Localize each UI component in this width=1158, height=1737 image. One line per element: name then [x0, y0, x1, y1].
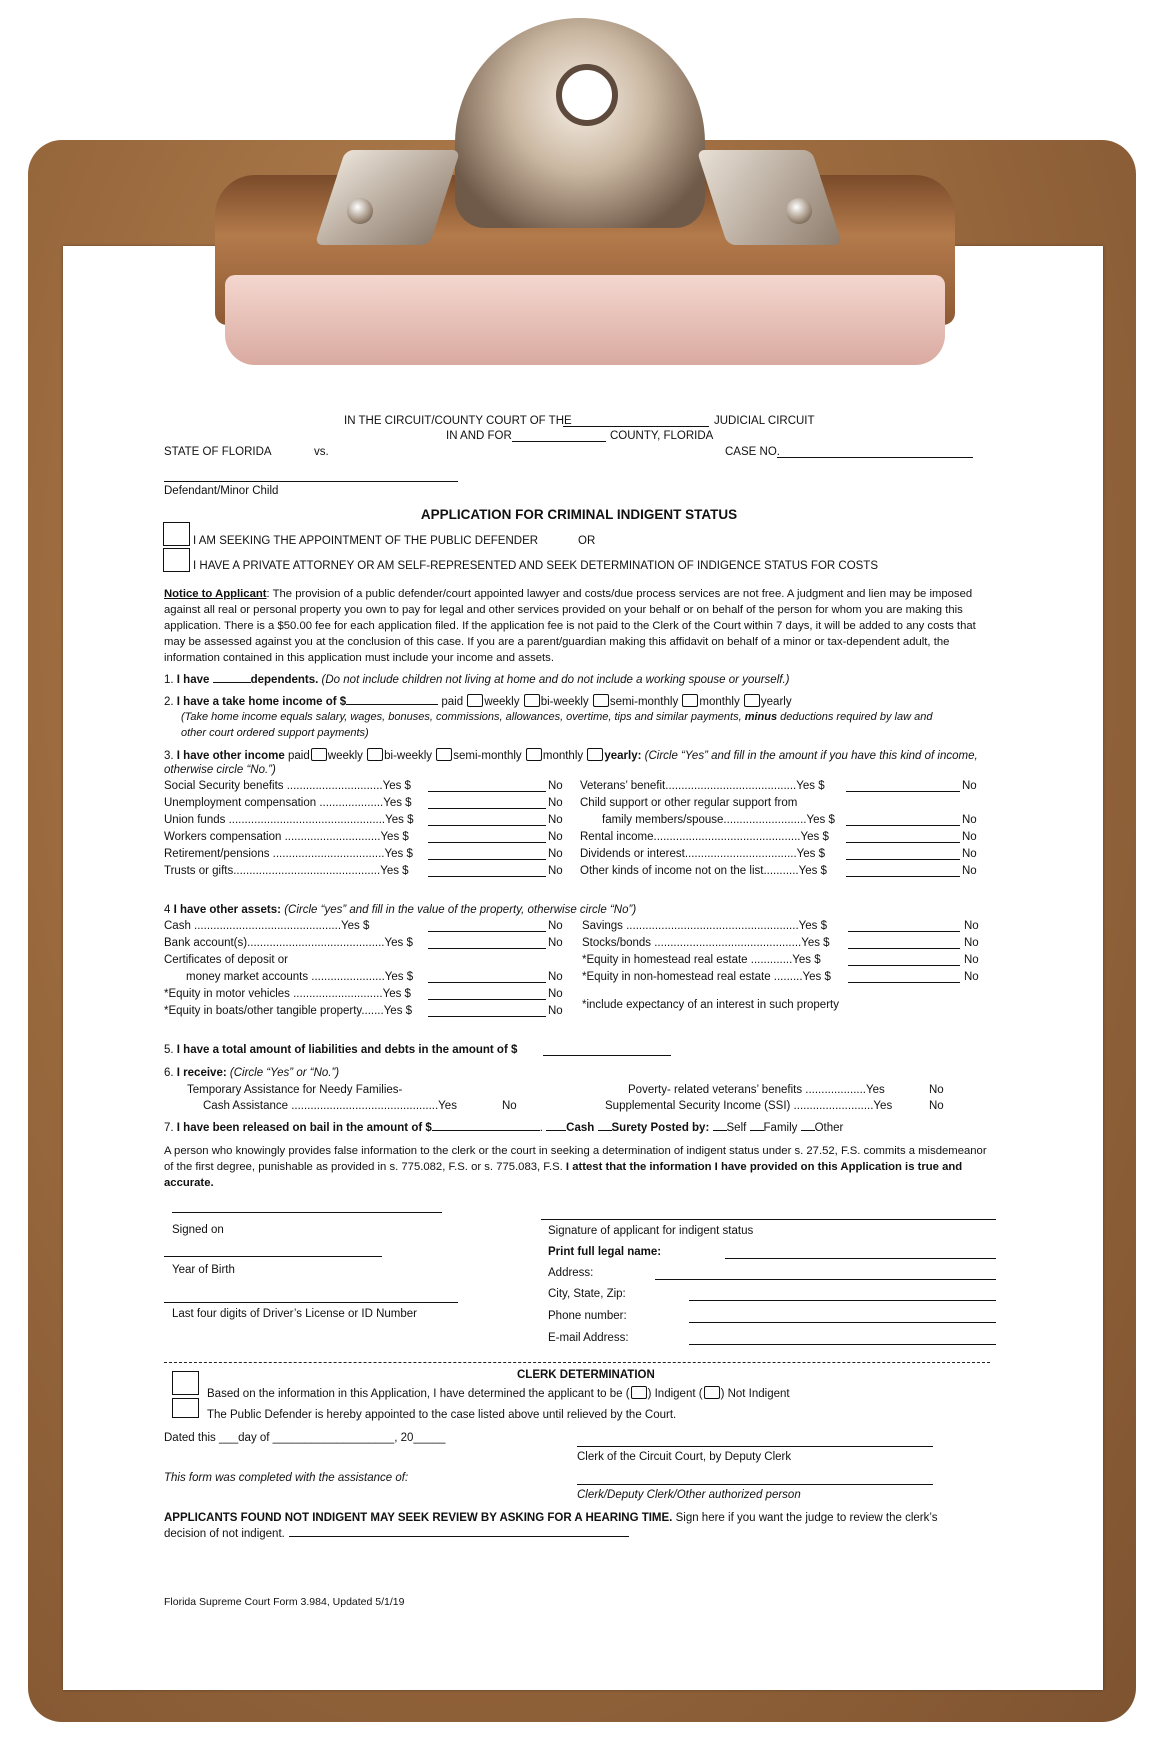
circuit-field[interactable]	[563, 426, 709, 427]
clerk-determination-checkbox[interactable]	[172, 1371, 199, 1395]
q4-right-amount-field-0[interactable]	[848, 931, 960, 932]
liabilities-field[interactable]	[543, 1055, 671, 1056]
q1-lead: I have	[176, 674, 210, 686]
q4-lead: I have other assets:	[173, 904, 281, 916]
q3-biweekly-label: bi-weekly	[384, 750, 433, 762]
address-field[interactable]	[655, 1279, 996, 1280]
q4-right-label-0: Savings ......................................................Yes $	[582, 920, 827, 932]
q6-row	[164, 1066, 339, 1080]
q7-other-label: Other	[814, 1122, 844, 1134]
q6-note: (Circle “Yes” or “No.”)	[229, 1067, 340, 1079]
signed-on-label: Signed on	[172, 1224, 224, 1236]
q3-right-amount-field-2[interactable]	[846, 825, 960, 826]
q6-number: 6.	[164, 1067, 174, 1079]
q3-left-amount-field-1[interactable]	[428, 808, 546, 809]
year-of-birth-line[interactable]	[164, 1256, 382, 1257]
q2-weekly-checkbox[interactable]	[467, 694, 483, 707]
q3-left-label-5: Trusts or gifts..............................................Yes $	[164, 865, 409, 877]
deputy-signature-line[interactable]	[577, 1484, 933, 1485]
q1-note: (Do not include children not living at home and do not include a working spouse or yourself.)	[321, 674, 790, 686]
address-label: Address:	[548, 1267, 594, 1279]
cash-field[interactable]	[546, 1130, 566, 1131]
q7-family-label: Family	[763, 1122, 798, 1134]
notice-text: : The provision of a public defender/court appointed lawyer and costs/due process services are not free. A judgment and lien may be imposed against all real or personal property you own to pay for legal and other services provided on your behalf or on behalf of the person for whom you are making this application. There is a $50.00 fee for each application filed. If the application fee is not paid to the Clerk of the Court within 7 days, it will be added to any costs that may be assessed against you at the conclusion of this case. If you are a parent/guardian making this affidavit on behalf of a minor or tax-dependent adult, the information contained in this application must include your income and assets.	[164, 588, 976, 664]
q3-weekly-checkbox[interactable]	[311, 748, 327, 761]
q6-lead: I receive:	[176, 1067, 227, 1079]
q3-right-label-4: Dividends or interest...................................Yes $	[580, 848, 826, 860]
q3-left-amount-field-5[interactable]	[428, 876, 546, 877]
public-defender-appointed-checkbox[interactable]	[172, 1398, 199, 1418]
q2-note-b: deductions required by law and	[780, 711, 933, 723]
q4-right-label-1: Stocks/bonds ..............................................Yes $	[582, 937, 830, 949]
attest-text: A person who knowingly provides false information to the clerk or the court in seeking a determination of indigent status under s. 27.52, F.S. commits a misdemeanor of the first degree, punishable as provided in s. 775.082, F.S. or s. 775.083, F.S.	[164, 1145, 987, 1173]
bail-amount-field[interactable]	[432, 1130, 540, 1131]
review-text-b: decision of not indigent.	[164, 1528, 285, 1540]
separator	[164, 1362, 990, 1363]
vs-label: vs.	[314, 446, 329, 458]
q3-right-amount-field-5[interactable]	[846, 876, 960, 877]
q2-note-a-text: (Take home income equals salary, wages, bonuses, commissions, allowances, overtime, tips and similar payments,	[181, 711, 742, 723]
q2-paid: paid	[441, 696, 464, 708]
q3-left-label-2: Union funds .................................................Yes $	[164, 814, 414, 826]
q4-left-amount-field-5[interactable]	[428, 1016, 546, 1017]
q3-right-label-3: Rental income..............................................Yes $	[580, 831, 829, 843]
q4-number: 4	[164, 904, 171, 916]
clerk-line-a: Based on the information in this Application, I have determined the applicant to be ( ) Indigent ( ) Not Indigent	[207, 1388, 790, 1400]
phone-label: Phone number:	[548, 1310, 627, 1322]
q1-number: 1.	[164, 674, 174, 686]
court-line: IN THE CIRCUIT/COUNTY COURT OF THE	[344, 415, 572, 427]
city-label: City, State, Zip:	[548, 1288, 626, 1300]
applicant-signature-line[interactable]	[541, 1219, 996, 1220]
q4-right-amount-field-3[interactable]	[848, 982, 960, 983]
q3-lead: I have other income	[176, 750, 285, 762]
year-of-birth-label: Year of Birth	[172, 1264, 235, 1276]
clerk-signature-line[interactable]	[577, 1446, 933, 1447]
private-attorney-label: I HAVE A PRIVATE ATTORNEY OR AM SELF-REPRESENTED AND SEEK DETERMINATION OF INDIGENCE STATUS FOR COSTS	[193, 560, 879, 572]
q4-left-no-0[interactable]: No	[548, 920, 563, 932]
poverty-label: Poverty- related veterans’ benefits ...................Yes	[628, 1084, 885, 1096]
q7-cash-label: Cash	[566, 1122, 595, 1134]
q2-number: 2.	[164, 696, 174, 708]
clerk-line-a-text: Based on the information in this Application, I have determined the applicant to be (	[207, 1388, 630, 1400]
form-title: APPLICATION FOR CRIMINAL INDIGENT STATUS	[420, 507, 738, 522]
q3-right-amount-field-0[interactable]	[846, 791, 960, 792]
q4-left-label-0: Cash ..............................................Yes $	[164, 920, 370, 932]
county-field[interactable]	[512, 441, 606, 442]
private-attorney-checkbox[interactable]	[163, 548, 190, 572]
notice-label: Notice to Applicant	[164, 588, 267, 600]
q5-row	[164, 1043, 517, 1057]
q4-right-label-2: *Equity in homestead real estate .............Yes $	[582, 954, 821, 966]
surety-field[interactable]	[598, 1130, 612, 1131]
clerk-heading: CLERK DETERMINATION	[517, 1369, 655, 1381]
phone-field[interactable]	[689, 1322, 996, 1323]
q3-monthly-checkbox[interactable]	[526, 748, 542, 761]
q7-number: 7.	[164, 1122, 174, 1134]
q2-weekly-label: weekly	[484, 696, 520, 708]
q3-yearly-checkbox[interactable]	[587, 748, 603, 761]
clip-hole	[556, 64, 618, 126]
q4-left-label-2: Certificates of deposit or	[164, 954, 289, 966]
clip-plate	[225, 275, 945, 365]
dated-line[interactable]: Dated this ___day of ___________________, 20_____	[164, 1432, 446, 1444]
q3-right-amount-field-4[interactable]	[846, 859, 960, 860]
q2-monthly-label: monthly	[699, 696, 740, 708]
q3-right-label-0: Veterans’ benefit.........................................Yes $	[580, 780, 825, 792]
q3-left-label-3: Workers compensation ..............................Yes $	[164, 831, 409, 843]
deputy-signature-label: Clerk/Deputy Clerk/Other authorized person	[577, 1489, 801, 1501]
q5-number: 5.	[164, 1044, 174, 1056]
q3-yearly-label: yearly:	[604, 750, 642, 762]
q4-footnote: *include expectancy of an interest in such property	[582, 999, 839, 1011]
q2-semimonthly-checkbox[interactable]	[593, 694, 609, 707]
q4-right-amount-field-2[interactable]	[848, 965, 960, 966]
email-field[interactable]	[689, 1344, 996, 1345]
q7-lead: I have been released on bail in the amount of $	[176, 1122, 432, 1134]
q4-left-no-3[interactable]: No	[548, 971, 563, 983]
poverty-no[interactable]: No	[929, 1084, 944, 1096]
q7-posted-label: Posted by:	[650, 1122, 710, 1134]
public-defender-label: I AM SEEKING THE APPOINTMENT OF THE PUBLIC DEFENDER	[193, 535, 539, 547]
tanf-label-a: Temporary Assistance for Needy Families-	[187, 1084, 403, 1096]
q3-right-no-5[interactable]: No	[962, 865, 977, 877]
ssi-label: Supplemental Security Income (SSI) .........................Yes	[605, 1100, 893, 1112]
q2-yearly-checkbox[interactable]	[744, 694, 760, 707]
indigent-label: Indigent (	[654, 1388, 703, 1400]
license-line[interactable]	[164, 1302, 458, 1303]
q2-yearly-label: yearly	[760, 696, 792, 708]
q4-left-amount-field-3[interactable]	[428, 982, 546, 983]
or-label: OR	[578, 535, 596, 547]
license-label: Last four digits of Driver’s License or ID Number	[172, 1308, 418, 1320]
dependents-field[interactable]	[213, 682, 251, 683]
print-name-field[interactable]	[725, 1258, 996, 1259]
q4-left-amount-field-1[interactable]	[428, 948, 546, 949]
q7-self-label: Self	[726, 1122, 747, 1134]
q3-left-no-2[interactable]: No	[548, 814, 563, 826]
attestation	[164, 1143, 990, 1191]
q3-paid: paid	[288, 750, 310, 762]
q2-note-minus: minus	[744, 711, 778, 723]
q3-monthly-label: monthly	[542, 750, 584, 762]
defendant-field[interactable]	[164, 481, 458, 482]
q4-note: (Circle “yes” and fill in the value of the property, otherwise circle “No”)	[284, 904, 637, 916]
q4-right-no-3[interactable]: No	[964, 971, 979, 983]
case-no-field[interactable]	[777, 457, 973, 458]
q3-left-no-5[interactable]: No	[548, 865, 563, 877]
self-field[interactable]	[713, 1130, 727, 1131]
print-name-label: Print full legal name:	[548, 1246, 662, 1258]
county-label: COUNTY, FLORIDA	[610, 430, 714, 442]
judge-review-signature-line[interactable]	[289, 1536, 629, 1537]
q2-note-c: other court ordered support payments)	[181, 727, 369, 739]
take-home-income-field[interactable]	[346, 704, 438, 705]
in-and-for-label: IN AND FOR	[446, 430, 512, 442]
q2-note-a	[181, 710, 932, 724]
q3-left-amount-field-2[interactable]	[428, 825, 546, 826]
q4-right-amount-field-1[interactable]	[848, 948, 960, 949]
q4-left-label-3: money market accounts .......................Yes $	[186, 971, 414, 983]
q4-left-no-4[interactable]: No	[548, 988, 563, 1000]
q2-semimonthly-label: semi-monthly	[609, 696, 679, 708]
q7-surety-label: Surety	[611, 1122, 648, 1134]
q3-left-amount-field-0[interactable]	[428, 791, 546, 792]
q3-left-label-1: Unemployment compensation ....................Yes $	[164, 797, 412, 809]
not-indigent-label: Not Indigent	[727, 1388, 790, 1400]
tanf-no[interactable]: No	[502, 1100, 517, 1112]
clerk-signature-label: Clerk of the Circuit Court, by Deputy Clerk	[577, 1451, 792, 1463]
q7-row: 7. I have been released on bail in the amount of $ . Cash Surety Posted by: Self Family Other	[164, 1122, 844, 1134]
q1-rest: dependents.	[250, 674, 319, 686]
family-field[interactable]	[750, 1130, 764, 1131]
q3-left-amount-field-4[interactable]	[428, 859, 546, 860]
tanf-label-b: Cash Assistance ..............................................Yes	[203, 1100, 457, 1112]
q3-left-no-1[interactable]: No	[548, 797, 563, 809]
q4-right-no-2[interactable]: No	[964, 954, 979, 966]
q4-right-label-3: *Equity in non-homestead real estate .........Yes $	[582, 971, 831, 983]
signed-on-line[interactable]	[172, 1212, 442, 1213]
email-label: E-mail Address:	[548, 1332, 629, 1344]
q3-number: 3.	[164, 750, 174, 762]
not-indigent-checkbox[interactable]	[704, 1386, 720, 1399]
assistance-label: This form was completed with the assistance of:	[164, 1472, 409, 1484]
q3-right-label-2: family members/spouse..........................Yes $	[602, 814, 835, 826]
q3-note-b: otherwise circle “No.”)	[164, 764, 276, 776]
defendant-label: Defendant/Minor Child	[164, 485, 279, 497]
applicant-signature-label: Signature of applicant for indigent status	[548, 1225, 754, 1237]
q2-biweekly-label: bi-weekly	[540, 696, 589, 708]
q2-biweekly-checkbox[interactable]	[524, 694, 540, 707]
q3-right-amount-field-3[interactable]	[846, 842, 960, 843]
q4-left-label-5: *Equity in boats/other tangible property.......Yes $	[164, 1005, 413, 1017]
q4-left-label-1: Bank account(s)...........................................Yes $	[164, 937, 413, 949]
q3-left-no-4[interactable]: No	[548, 848, 563, 860]
review-paragraph	[164, 1510, 990, 1542]
q4-right-no-1[interactable]: No	[964, 937, 979, 949]
q3-right-label-1: Child support or other regular support from	[580, 797, 798, 809]
q2-lead: I have a take home income of $	[176, 696, 347, 708]
q3-right-no-4[interactable]: No	[962, 848, 977, 860]
q3-left-no-0[interactable]: No	[548, 780, 563, 792]
q3-left-no-3[interactable]: No	[548, 831, 563, 843]
attest-bold: I attest that the information I have provided on this Application is true and accurate.	[164, 1161, 963, 1189]
q4-left-amount-field-4[interactable]	[428, 999, 546, 1000]
q2-row	[164, 694, 792, 709]
indigent-checkbox[interactable]	[631, 1386, 647, 1399]
q2-monthly-checkbox[interactable]	[682, 694, 698, 707]
form-footer: Florida Supreme Court Form 3.984, Updated 5/1/19	[164, 1596, 405, 1608]
q3-semimonthly-checkbox[interactable]	[436, 748, 452, 761]
q3-row	[164, 748, 978, 763]
q4-row	[164, 903, 636, 917]
q3-right-no-2[interactable]: No	[962, 814, 977, 826]
q3-semimonthly-label: semi-monthly	[453, 750, 522, 762]
review-bold: APPLICANTS FOUND NOT INDIGENT MAY SEEK REVIEW BY ASKING FOR A HEARING TIME.	[164, 1512, 673, 1524]
q3-biweekly-checkbox[interactable]	[367, 748, 383, 761]
rivet-left	[347, 198, 373, 224]
q5-text: I have a total amount of liabilities and debts in the amount of $	[176, 1044, 518, 1056]
q4-left-no-5[interactable]: No	[548, 1005, 563, 1017]
q3-right-no-0[interactable]: No	[962, 780, 977, 792]
q3-left-amount-field-3[interactable]	[428, 842, 546, 843]
public-defender-checkbox[interactable]	[163, 522, 190, 546]
other-field[interactable]	[801, 1130, 815, 1131]
rivet-right	[786, 198, 812, 224]
q3-right-no-3[interactable]: No	[962, 831, 977, 843]
case-no-label: CASE NO.	[725, 446, 780, 458]
q3-right-label-5: Other kinds of income not on the list...........Yes $	[580, 865, 827, 877]
q3-note-a: (Circle “Yes” and fill in the amount if you have this kind of income,	[644, 750, 978, 762]
city-field[interactable]	[689, 1300, 996, 1301]
clerk-line-b: The Public Defender is hereby appointed to the case listed above until relieved by the Court.	[207, 1409, 677, 1421]
q4-right-no-0[interactable]: No	[964, 920, 979, 932]
judicial-circuit-label: JUDICIAL CIRCUIT	[714, 415, 815, 427]
q3-left-label-4: Retirement/pensions ...................................Yes $	[164, 848, 413, 860]
review-text: Sign here if you want the judge to review the clerk’s	[675, 1512, 938, 1524]
ssi-no[interactable]: No	[929, 1100, 944, 1112]
q4-left-no-1[interactable]: No	[548, 937, 563, 949]
q3-weekly-label: weekly	[327, 750, 363, 762]
q1-row	[164, 673, 789, 687]
q4-left-amount-field-0[interactable]	[428, 931, 546, 932]
q3-left-label-0: Social Security benefits ..............................Yes $	[164, 780, 411, 792]
q4-left-label-4: *Equity in motor vehicles ............................Yes $	[164, 988, 411, 1000]
notice-paragraph	[164, 586, 990, 666]
state-label: STATE OF FLORIDA	[164, 446, 272, 458]
